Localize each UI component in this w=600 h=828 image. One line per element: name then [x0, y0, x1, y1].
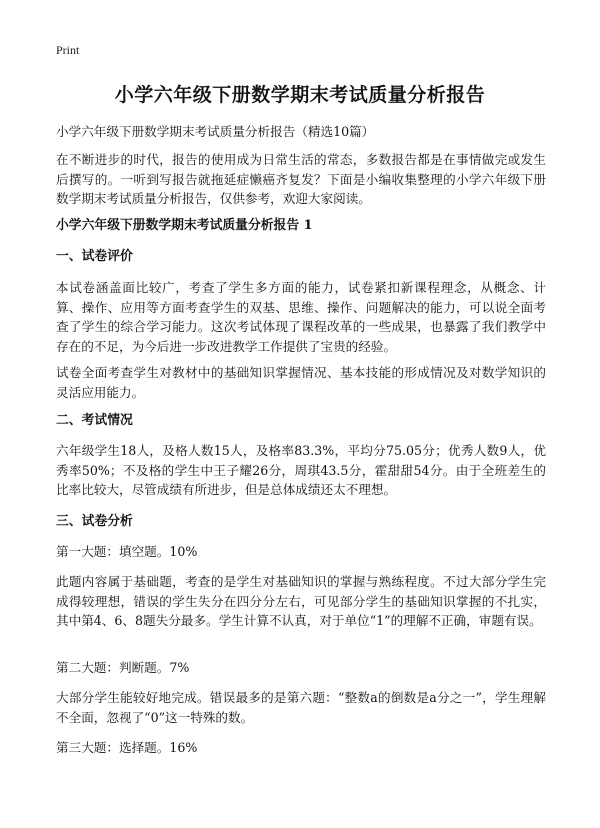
analysis-item-2-label: 第二大题：判断题。7%: [56, 660, 190, 675]
evaluation-paragraph-1: 本试卷涵盖面比较广，考查了学生多方面的能力，试卷紧扣新课程理念，从概念、计算、操作、应用等方面考查学生的双基、思维、操作、问题解决的能力，可以说全面考查了学生的综合学习能力。这次考试体现了课程改革的一些成果，也暴露了我们教学中存在的不足，为今后进一步改进教学工作提供了宝贵的经验。: [56, 280, 546, 354]
analysis-item-3-label: 第三大题：选择题。16%: [56, 740, 198, 755]
report-heading: 小学六年级下册数学期末考试质量分析报告 1: [56, 218, 313, 233]
results-paragraph: 六年级学生18人，及格人数15人，及格率83.3%，平均分75.05分；优秀人数9人，优秀率50%；不及格的学生中王子耀26分，周琪43.5分，霍甜甜54分。由于全班差生的比率比较大，尽管成绩有所进步，但是总体成绩还太不理想。: [56, 443, 546, 497]
section-title-analysis: 三、试卷分析: [56, 514, 133, 529]
evaluation-paragraph-2: 试卷全面考查学生对教材中的基础知识掌握情况、基本技能的形成情况及对数学知识的灵活应用能力。: [56, 365, 546, 400]
print-link[interactable]: Print: [56, 43, 80, 57]
analysis-item-1-text: 此题内容属于基础题，考查的是学生对基础知识的掌握与熟练程度。不过大部分学生完成得较理想，错误的学生失分在四分分左右，可见部分学生的基础知识掌握的不扎实，其中第4、6、8题失分最多。学生计算不认真，对于单位“1”的理解不正确，审题有误。: [56, 574, 546, 628]
section-title-results: 二、考试情况: [56, 413, 133, 428]
document-subtitle: 小学六年级下册数学期末考试质量分析报告（精选10篇）: [56, 124, 375, 139]
intro-paragraph: 在不断进步的时代，报告的使用成为日常生活的常态，多数报告都是在事情做完或发生后撰写的。一听到写报告就拖延症懒癌齐复发？下面是小编收集整理的小学六年级下册数学期末考试质量分析报告，仅供参考，欢迎大家阅读。: [56, 152, 546, 206]
analysis-item-2-text: 大部分学生能较好地完成。错误最多的是第六题：“整数a的倒数是a分之一”，学生理解不全面，忽视了“0”这一特殊的数。: [56, 690, 546, 725]
section-title-evaluation: 一、试卷评价: [56, 249, 133, 264]
analysis-item-1-label: 第一大题：填空题。10%: [56, 544, 198, 559]
document-title: 小学六年级下册数学期末考试质量分析报告: [114, 84, 486, 106]
